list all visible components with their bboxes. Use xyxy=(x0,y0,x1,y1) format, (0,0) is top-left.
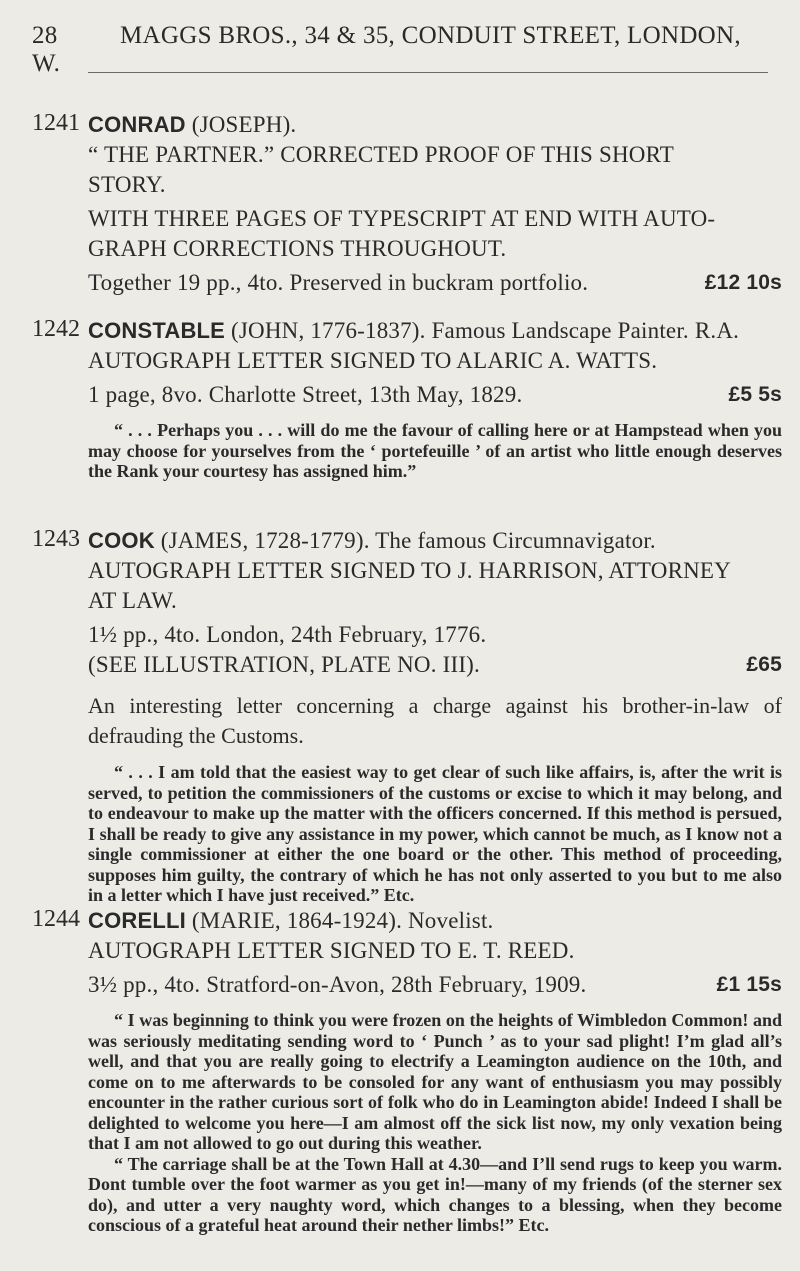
illustration-note: (SEE ILLUSTRATION, PLATE NO. III). xyxy=(88,652,480,677)
price: £12 10s xyxy=(704,271,782,294)
entry-title-line: STORY. xyxy=(88,172,166,197)
entry-collation: Together 19 pp., 4to. Preserved in buckram portfolio. xyxy=(88,270,589,295)
lot-number: 1242 xyxy=(32,316,80,342)
entry-title-line: AUTOGRAPH LETTER SIGNED TO ALARIC A. WATTS. xyxy=(88,348,658,373)
entry-collation: 1 page, 8vo. Charlotte Street, 13th May, 1829. xyxy=(88,382,523,407)
price: £1 15s xyxy=(716,973,782,996)
entry-detail-line: GRAPH CORRECTIONS THROUGHOUT. xyxy=(88,236,507,261)
entry-note: An interesting letter concerning a charge against his brother-in-law of defrauding the Customs. xyxy=(88,693,782,748)
price: £5 5s xyxy=(728,383,782,406)
entry-title-line: AUTOGRAPH LETTER SIGNED TO E. T. REED. xyxy=(88,938,575,963)
letter-quote: “ I was beginning to think you were frozen on the heights of Wimbledon Common! and was seriously meditating sending word to ‘ Punch ’ as to your sad plight! I’m glad all’s well, and that you are really going to electrify a Leamington audience on the 10th, and come on to me afterwards to be consoled for any want of enthusiasm you may possibly encounter in the rather curious sort of folk who do in Leamington abide! Indeed I shall be delighted to welcome you here—I am almost off the sick list now, my only vexation being that I am not allowed to go out during this weather. “ The carriage shall be at the Town Hall at 4.30—and I’ll send rugs to keep you warm. Dont tumble over the foot warmer as you get in!—many of my friends (of the sterner sex do), and utter a very naughty word, which changes to a blessing, when they become conscious of a grateful heat around their nether limbs!” Etc. xyxy=(88,1010,782,1235)
lot-number: 1241 xyxy=(32,110,80,136)
letter-quote: “ . . . I am told that the easiest way to get clear of such like affairs, is, after the writ is served, to petition the commissioners of the customs or excise to which it may belong, and to endeavour to make up the matter with the officers concerned. If this method is persued, I shall be ready to give any assistance in my power, which cannot be much, as I know not a single commissioner at either the one board or the other. This method of proceeding, supposes him guilty, the contrary of which he has not only asserted to you but to me also in a letter which I have just received.” Etc. xyxy=(88,762,782,905)
entry-collation: 3½ pp., 4to. Stratford-on-Avon, 28th February, 1909. xyxy=(88,972,587,997)
page-number: 28 xyxy=(32,22,58,49)
entry-title-line: “ THE PARTNER.” CORRECTED PROOF OF THIS SHORT xyxy=(88,142,674,167)
entry-name: CONRAD xyxy=(88,112,186,137)
entry-collation: 1½ pp., 4to. London, 24th February, 1776. xyxy=(88,622,487,647)
publisher-line: MAGGS BROS., 34 & 35, CONDUIT STREET, LONDON, W. xyxy=(32,22,741,77)
entry-heading: (MARIE, 1864-1924). Novelist. xyxy=(185,908,494,933)
entry-heading: (JOSEPH). xyxy=(185,112,297,137)
letter-quote: “ . . . Perhaps you . . . will do me the favour of calling here or at Hampstead when you may choose for yourselves from the ‘ portefeuille ’ of an artist who little enough deserves the Rank your courtesy has assigned him.” xyxy=(88,420,782,481)
entry-heading: (JOHN, 1776-1837). Famous Landscape Painter. R.A. xyxy=(225,318,740,343)
entry-body xyxy=(88,316,782,410)
entry-detail-line: WITH THREE PAGES OF TYPESCRIPT AT END WITH AUTO- xyxy=(88,206,716,231)
entry-name: CORELLI xyxy=(88,908,186,933)
entry-body xyxy=(88,526,782,680)
lot-number: 1244 xyxy=(32,906,80,932)
entry-heading: (JAMES, 1728-1779). The famous Circumnavigator. xyxy=(154,528,656,553)
price: £65 xyxy=(746,653,782,676)
entry-body xyxy=(88,906,782,1000)
lot-number: 1243 xyxy=(32,526,80,552)
header-rule xyxy=(88,72,768,73)
entry-title-line: AUTOGRAPH LETTER SIGNED TO J. HARRISON, ATTORNEY xyxy=(88,558,731,583)
entry-title-line: AT LAW. xyxy=(88,588,178,613)
entry-name: CONSTABLE xyxy=(88,318,226,343)
entry-body xyxy=(88,110,782,298)
entry-name: COOK xyxy=(88,528,155,553)
page-header xyxy=(32,22,772,78)
